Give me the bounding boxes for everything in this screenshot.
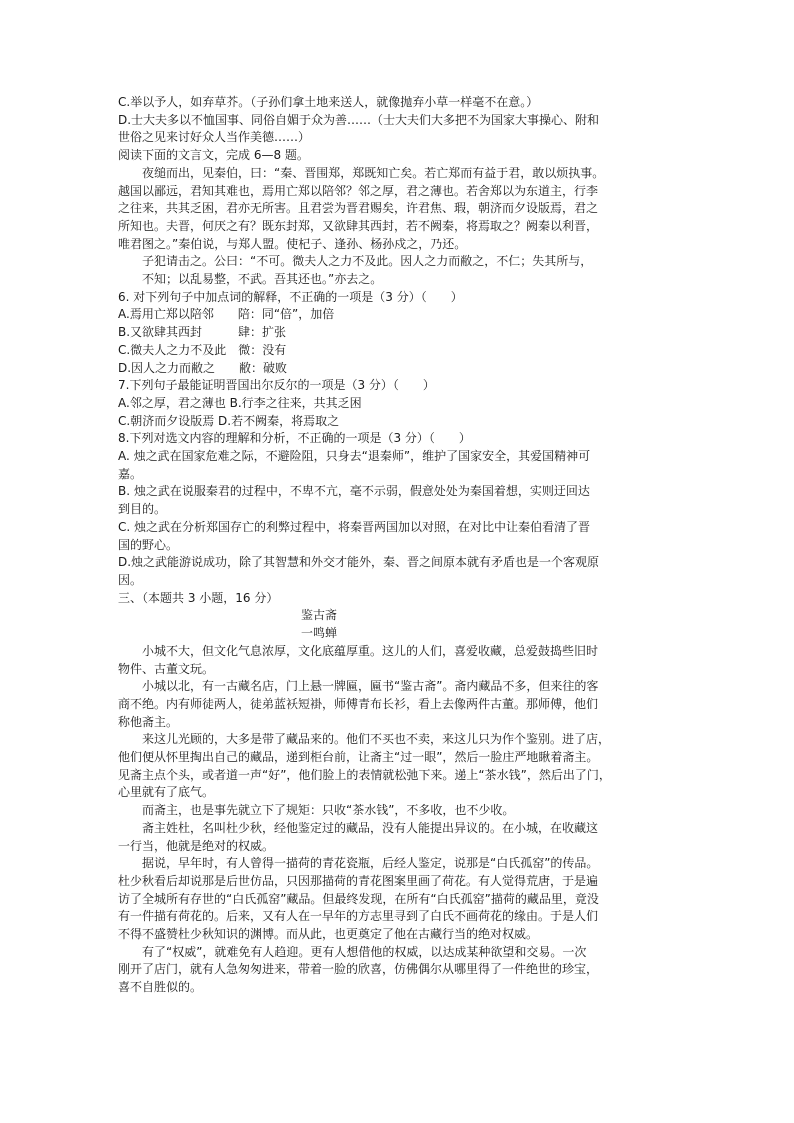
text-line: 刚开了店门，就有人急匆匆进来，带着一脸的欣喜，仿佛偶尔从哪里得了一件绝世的珍宝， — [118, 962, 599, 977]
text-line: 不得不盛赞杜少秋知识的渊博。而从此，也更奠定了他在古藏行当的绝对权威。 — [118, 927, 539, 942]
text-line: 唯君图之。”秦伯说，与郑人盟。使杞子、逢孙、杨孙戍之，乃还。 — [118, 236, 467, 251]
text-line: 来这儿光顾的，大多是带了藏品来的。他们不买也不卖，来这儿只为作个鉴别。进了店， — [142, 732, 611, 747]
text-line: 有了“权威”，就难免有人趋迎。更有人想借他的权威，以达成某种欲望和交易。一次 — [142, 944, 587, 959]
text-line: B.又欲肆其西封 肆：扩张 — [118, 325, 287, 340]
text-line: 称他斋主。 — [118, 714, 179, 729]
text-line: 子犯请击之。公曰：“不可。微夫人之力不及此。因人之力而敝之，不仁；失其所与， — [142, 254, 593, 269]
text-line: 到目的。 — [118, 502, 167, 517]
text-line: 而斋主，也是事先就立下了规矩：只收“茶水钱”，不多收，也不少收。 — [142, 803, 515, 818]
text-line: 据说，早年时，有人曾得一描荷的青花瓷瓶，后经人鉴定，说那是“白氏孤窑”的传品。 — [142, 856, 599, 871]
text-line: 7.下列句子最能证明晋国出尔反尔的一项是（3 分）（ ） — [118, 378, 435, 393]
text-line: 越国以鄙远，君知其难也，焉用亡郑以陪邻？邻之厚，君之薄也。若舍郑以为东道主，行李 — [118, 183, 599, 198]
text-line: D.烛之武能游说成功，除了其智慧和外交才能外，秦、晋之间原本就有矛盾也是一个客观原 — [118, 555, 600, 570]
text-line: 有一件描有荷花的。后来，又有人在一早年的方志里寻到了白氏不画荷花的缘由。于是人们 — [118, 909, 599, 924]
text-line: 心里就有了底气。 — [118, 785, 215, 800]
document-page — [118, 94, 678, 997]
text-line: 之往来，共其乏困，君亦无所害。且君尝为晋君赐矣，许君焦、瑕，朝济而夕设版焉，君之 — [118, 201, 599, 216]
text-line: 斋主姓杜，名叫杜少秋，经他鉴定过的藏品，没有人能提出异议的。在小城，在收藏这 — [142, 820, 599, 835]
text-line: 世俗之见来讨好众人当作美德……） — [118, 130, 311, 145]
text-line: 见斋主点个头，或者道一声“好”，他们脸上的表情就松弛下来。递上“茶水钱”，然后出了门， — [118, 767, 611, 782]
text-line: 嘉。 — [118, 466, 143, 481]
text-line: 8.下列对选文内容的理解和分析，不正确的一项是（3 分）（ ） — [118, 431, 471, 446]
text-line: D.士大夫多以不恤国事、同俗自媚于众为善……（士大夫们大多把不为国家大事操心、附和 — [118, 112, 600, 127]
text-line: 所知也。夫晋，何厌之有？既东封郑，又欲肆其西封，若不阙秦，将焉取之？阙秦以利晋， — [118, 218, 599, 233]
text-line: A.邻之厚，君之薄也 B.行李之往来，共其乏困 — [118, 395, 362, 410]
text-line: 夜缒而出，见秦伯，曰：“秦、晋围郑，郑既知亡矣。若亡郑而有益于君，敢以烦执事。 — [142, 165, 605, 180]
text-line: 喜不自胜似的。 — [118, 980, 203, 995]
text-line: 三、（本题共 3 小题，16 分） — [118, 590, 279, 605]
text-line: 小城不大，但文化气息浓厚，文化底蕴厚重。这儿的人们，喜爱收藏，总爱鼓捣些旧时 — [142, 643, 599, 658]
text-line: C. 烛之武在分析郑国存亡的利弊过程中，将秦晋两国加以对照，在对比中让秦伯看清了晋 — [118, 519, 591, 534]
text-line: 他们便从怀里掏出自己的藏品，递到柜台前，让斋主“过一眼”，然后一脸庄严地瞅着斋主。 — [118, 750, 599, 765]
text-line: B. 烛之武在说服秦君的过程中，不卑不亢，毫不示弱，假意处处为秦国着想，实则迂回达 — [118, 484, 590, 499]
text-line: 物件、古董文玩。 — [118, 661, 215, 676]
text-line: D.因人之力而敝之 敝：破败 — [118, 360, 288, 375]
text-line: 杜少秋看后却说那是后世仿品，只因那描荷的青花图案里画了荷花。有人觉得荒唐，于是遍 — [118, 873, 599, 888]
text-line: 国的野心。 — [118, 537, 179, 552]
text-line: A. 烛之武在国家危难之际，不避险阻，只身去“退秦师”，维护了国家安全，其爱国精神可 — [118, 449, 591, 464]
text-line: 商不绝。内有师徒两人，徒弟蓝袄短褂，师傅青布长衫，看上去像两件古董。那师傅，他们 — [118, 696, 599, 711]
text-line: C.朝济而夕设版焉 D.若不阙秦，将焉取之 — [118, 413, 340, 428]
text-line: 一鸣蝉 — [301, 626, 338, 641]
text-line: 不知；以乱易整，不武。吾其还也。”亦去之。 — [142, 272, 383, 287]
text-line: C.举以予人，如弃草芥。（子孙们拿土地来送人，就像抛弃小草一样毫不在意。） — [118, 95, 539, 109]
text-line: C.微夫人之力不及此 微：没有 — [118, 342, 287, 357]
text-line: 一行当，他就是绝对的权威。 — [118, 838, 275, 853]
text-line: 访了全城所有存世的“白氏孤窑”藏品。但最终发现，在所有“白氏孤窑”描荷的藏品里，竟没 — [118, 891, 599, 906]
text-line: 6. 对下列句子中加点词的解释，不正确的一项是（3 分）（ ） — [118, 289, 463, 304]
text-line: A.焉用亡郑以陪邻 陪：同“倍”，加倍 — [118, 307, 335, 322]
text-line: 小城以北，有一古藏名店，门上悬一牌匾，匾书“鉴古斋”。斋内藏品不多，但来往的客 — [142, 679, 599, 694]
text-line: 鉴古斋 — [301, 608, 338, 623]
text-line: 阅读下面的文言文，完成 6—8 题。 — [118, 148, 309, 163]
text-line: 因。 — [118, 572, 143, 587]
